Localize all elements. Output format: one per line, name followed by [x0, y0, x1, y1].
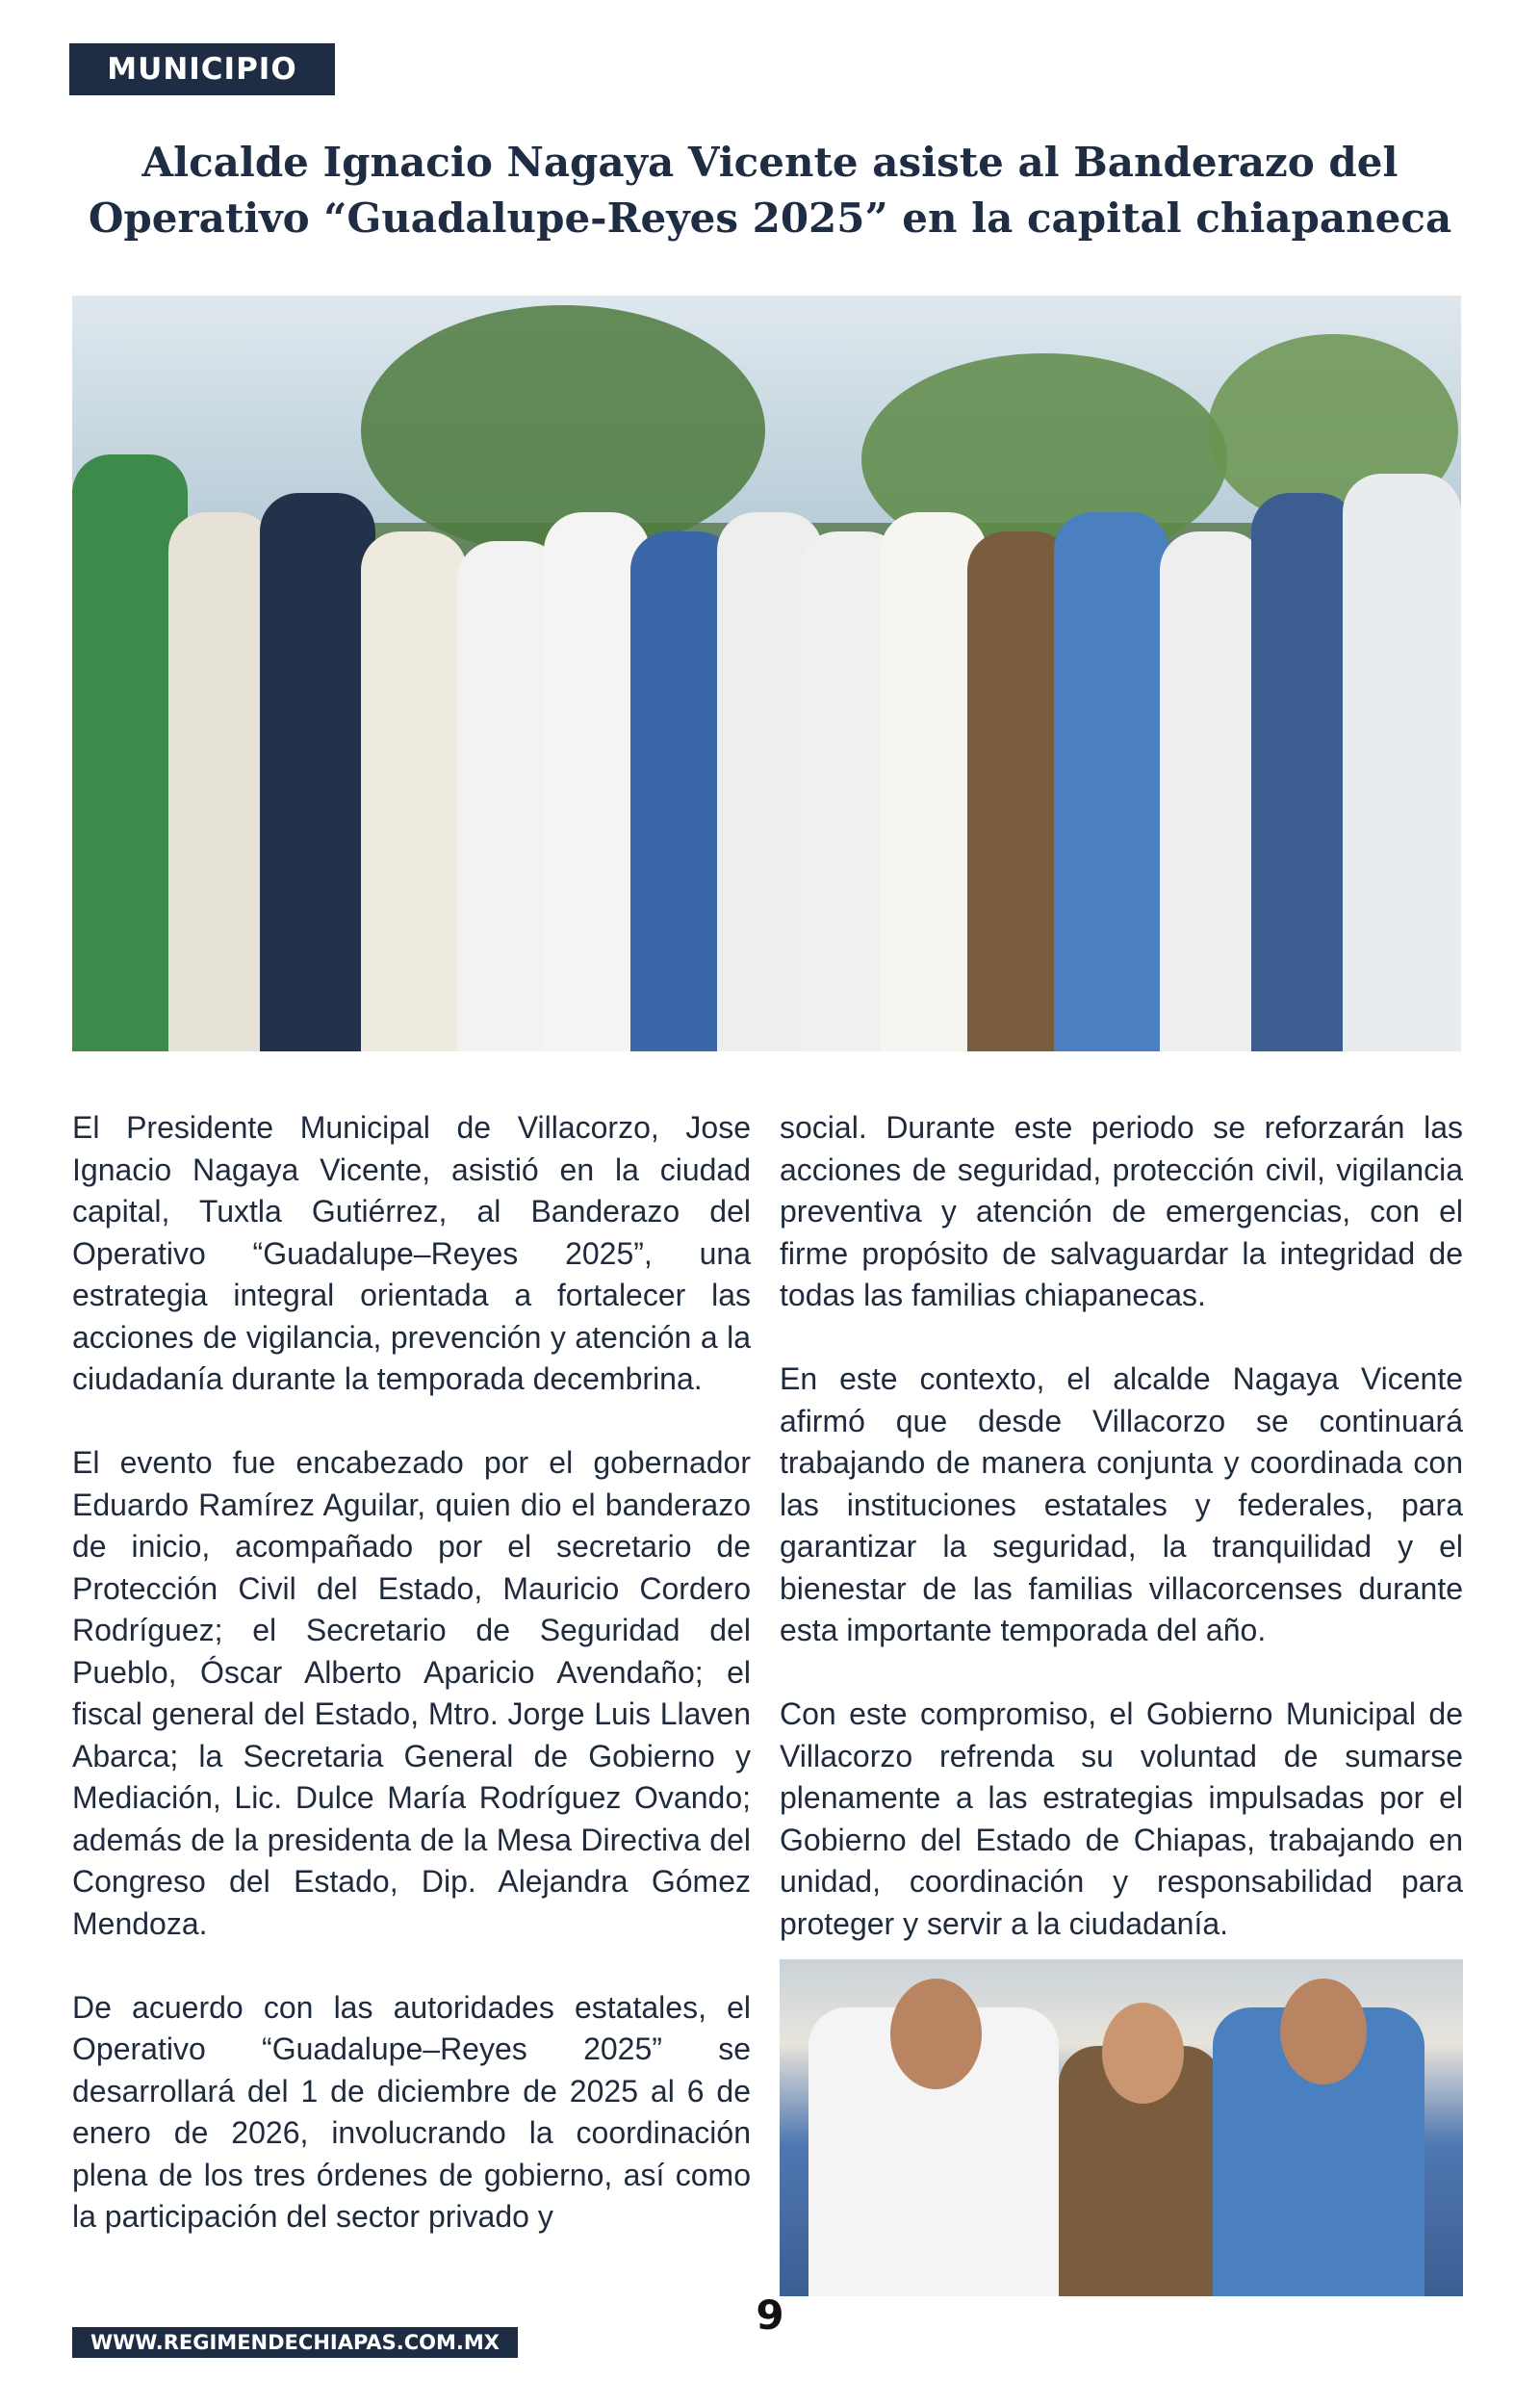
article-paragraph: social. Durante este periodo se reforzarán las acciones de seguridad, protección civil, vigilancia preventiva y atención de emergencias, con el firme propósito de salvaguardar la integridad de todas las familias chiapanecas. [780, 1110, 1463, 1312]
section-tag: MUNICIPIO [69, 43, 335, 95]
footer-website: WWW.REGIMENDECHIAPAS.COM.MX [72, 2327, 518, 2358]
photo-head [890, 1979, 982, 2089]
photo-person [1160, 531, 1266, 1051]
article-column-left [72, 1107, 751, 2280]
page-number: 9 [756, 2291, 784, 2339]
photo-person [1054, 512, 1169, 1051]
article-headline: Alcalde Ignacio Nagaya Vicente asiste al Banderazo del Operativo “Guadalupe-Reyes 2025” en la capital chiapaneca [88, 139, 1452, 242]
photo-person [1343, 474, 1461, 1051]
article-column-right [780, 1107, 1463, 1987]
article-paragraph: El Presidente Municipal de Villacorzo, Jose Ignacio Nagaya Vicente, asistió en la ciudad capital, Tuxtla Gutiérrez, al Banderazo del Operativo “Guadalupe–Reyes 2025”, una estrategia integral orientada a fortalecer las acciones de vigilancia, prevención y atención a la ciudadanía durante la temporada decembrina. [72, 1110, 751, 1396]
photo-head [1102, 2003, 1184, 2104]
group-photo [72, 296, 1461, 1051]
photo-person [168, 512, 274, 1051]
article-paragraph: En este contexto, el alcalde Nagaya Vicente afirmó que desde Villacorzo se continuará trabajando de manera conjunta y coordinada con las instituciones estatales y federales, para garantizar la seguridad, la tranquilidad y el bienestar de las familias villacorcenses durante esta importante temporada del año. [780, 1361, 1463, 1647]
photo-person [1251, 493, 1357, 1051]
photo-person [361, 531, 467, 1051]
article-paragraph: Con este compromiso, el Gobierno Municipal de Villacorzo refrenda su voluntad de sumarse plenamente a las estrategias impulsadas por el Gobierno del Estado de Chiapas, trabajando en unidad, coordinación y responsabilidad para proteger y servir a la ciudadanía. [780, 1696, 1463, 1941]
article-paragraph: De acuerdo con las autoridades estatales, el Operativo “Guadalupe–Reyes 2025” se desarrollará del 1 de diciembre de 2025 al 6 de enero de 2026, involucrando la coordinación plena de los tres órdenes de gobierno, así como la participación del sector privado y [72, 1989, 751, 2234]
secondary-photo [780, 1959, 1463, 2296]
photo-head [1280, 1979, 1367, 2084]
photo-person [260, 493, 375, 1051]
article-paragraph: El evento fue encabezado por el gobernador Eduardo Ramírez Aguilar, quien dio el banderazo de inicio, acompañado por el secretario de Protección Civil del Estado, Mauricio Cordero Rodríguez; el Secretario de Seguridad del Pueblo, Óscar Alberto Aparicio Avendaño; el fiscal general del Estado, Mtro. Jorge Luis Llaven Abarca; la Secretaria General de Gobierno y Mediación, Lic. Dulce María Rodríguez Ovando; además de la presidenta de la Mesa Directiva del Congreso del Estado, Dip. Alejandra Gómez Mendoza. [72, 1445, 751, 1941]
